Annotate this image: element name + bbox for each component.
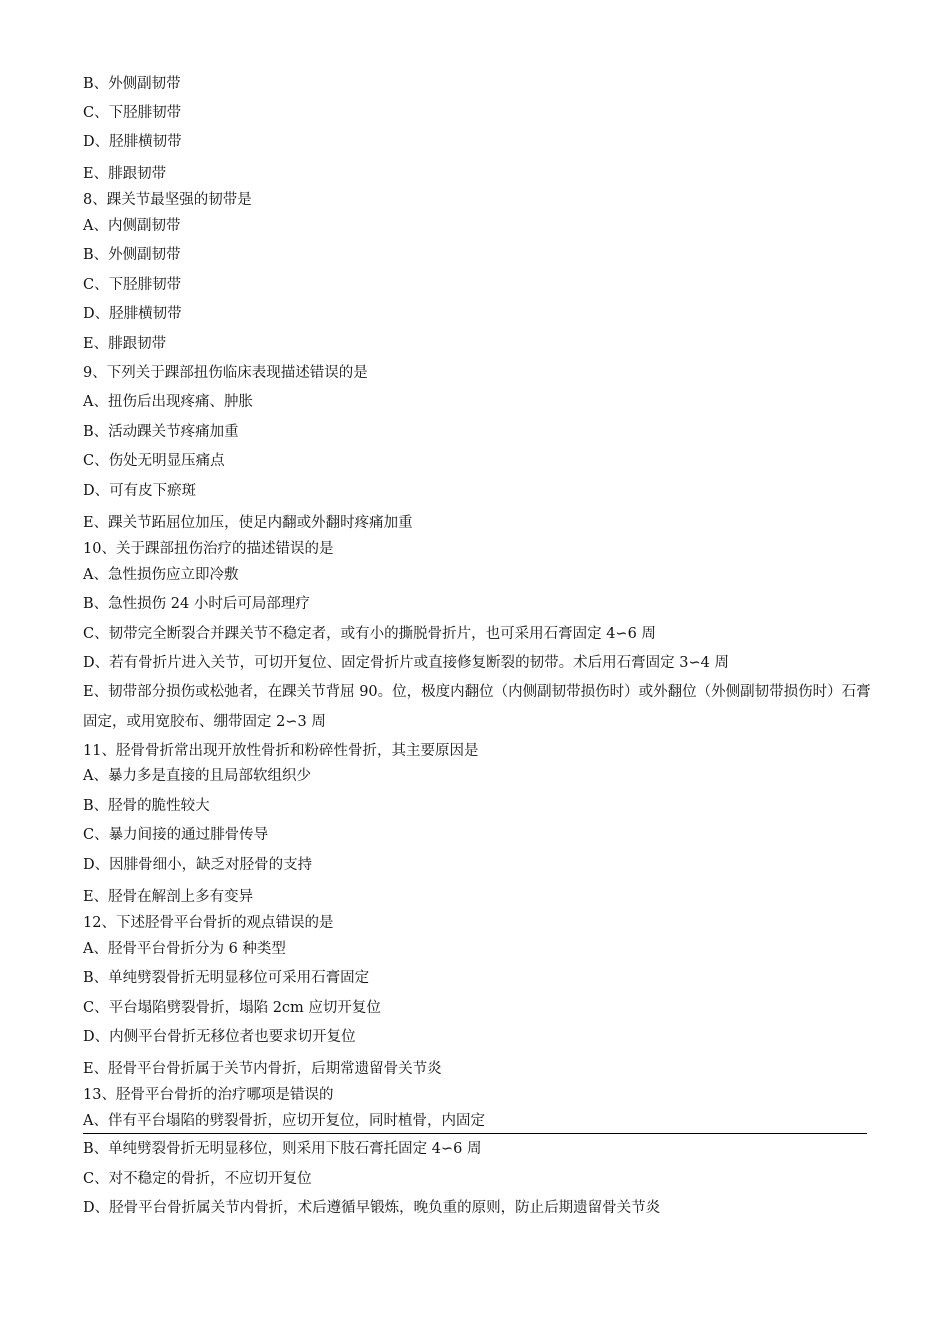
text-line: B、急性损伤 24 小时后可局部理疗 bbox=[83, 596, 310, 612]
question-line: 9、下列关于踝部扭伤临床表现描述错误的是 bbox=[83, 365, 368, 381]
text-line: D、可有皮下瘀斑 bbox=[83, 483, 197, 499]
text-line: B、胫骨的脆性较大 bbox=[83, 798, 210, 814]
text-line: B、外侧副韧带 bbox=[83, 76, 181, 92]
text-line: C、对不稳定的骨折，不应切开复位 bbox=[83, 1171, 312, 1187]
question-line: 12、下述胫骨平台骨折的观点错误的是 bbox=[83, 915, 334, 931]
text-line: C、暴力间接的通过腓骨传导 bbox=[83, 827, 269, 843]
text-line: E、腓跟韧带 bbox=[83, 336, 167, 352]
text-line: B、外侧副韧带 bbox=[83, 247, 181, 263]
text-line: D、内侧平台骨折无移位者也要求切开复位 bbox=[83, 1029, 356, 1045]
text-line: E、胫骨平台骨折属于关节内骨折，后期常遗留骨关节炎 bbox=[83, 1061, 442, 1077]
text-line: A、急性损伤应立即冷敷 bbox=[83, 567, 239, 583]
question-line: 8、踝关节最坚强的韧带是 bbox=[83, 192, 252, 208]
horizontal-rule bbox=[83, 1133, 867, 1134]
text-line: D、胫腓横韧带 bbox=[83, 306, 182, 322]
text-line: D、胫腓横韧带 bbox=[83, 134, 182, 150]
question-line: 10、关于踝部扭伤治疗的描述错误的是 bbox=[83, 541, 334, 557]
text-line: A、胫骨平台骨折分为 6 种类型 bbox=[83, 941, 286, 957]
text-line: D、若有骨折片进入关节，可切开复位、固定骨折片或直接修复断裂的韧带。术后用石膏固定 3∽4 周 bbox=[83, 655, 729, 671]
text-line: D、胫骨平台骨折属关节内骨折，术后遵循早锻炼，晚负重的原则，防止后期遗留骨关节炎 bbox=[83, 1200, 661, 1216]
text-line: C、平台塌陷劈裂骨折，塌陷 2cm 应切开复位 bbox=[83, 1000, 381, 1016]
text-line: A、扭伤后出现疼痛、肿胀 bbox=[83, 394, 253, 410]
text-line: B、活动踝关节疼痛加重 bbox=[83, 424, 239, 440]
text-line: E、腓跟韧带 bbox=[83, 166, 167, 182]
text-line: C、下胫腓韧带 bbox=[83, 105, 182, 121]
text-line: C、下胫腓韧带 bbox=[83, 277, 182, 293]
text-line: A、伴有平台塌陷的劈裂骨折，应切开复位，同时植骨，内固定 bbox=[83, 1113, 485, 1129]
text-line: E、韧带部分损伤或松弛者，在踝关节背屈 90。位，极度内翻位（内侧副韧带损伤时）或外翻位（外侧副韧带损伤时）石膏固定，或用宽胶布、绷带固定 2∽3 周 bbox=[83, 684, 871, 730]
text-line: C、伤处无明显压痛点 bbox=[83, 453, 225, 469]
text-line: B、单纯劈裂骨折无明显移位可采用石膏固定 bbox=[83, 970, 370, 986]
text-line: B、单纯劈裂骨折无明显移位，则采用下肢石膏托固定 4∽6 周 bbox=[83, 1141, 482, 1157]
text-line: E、胫骨在解剖上多有变异 bbox=[83, 889, 254, 905]
question-line: 13、胫骨平台骨折的治疗哪项是错误的 bbox=[83, 1087, 334, 1103]
question-line: 11、胫骨骨折常出现开放性骨折和粉碎性骨折，其主要原因是 bbox=[83, 743, 479, 759]
text-line: E、踝关节跖屈位加压，使足内翻或外翻时疼痛加重 bbox=[83, 515, 413, 531]
text-line: A、暴力多是直接的且局部软组织少 bbox=[83, 768, 311, 784]
text-line: C、韧带完全断裂合并踝关节不稳定者，或有小的撕脱骨折片，也可采用石膏固定 4∽6 周 bbox=[83, 626, 656, 642]
text-line: D、因腓骨细小，缺乏对胫骨的支持 bbox=[83, 857, 313, 873]
text-line: A、内侧副韧带 bbox=[83, 218, 181, 234]
